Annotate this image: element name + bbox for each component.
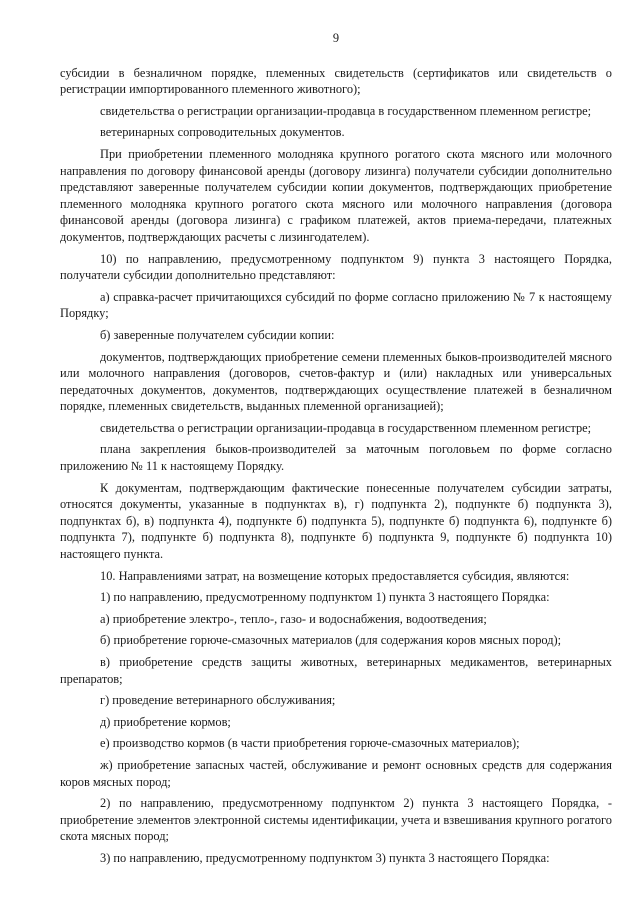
paragraph: 10) по направлению, предусмотренному подпунктом 9) пункта 3 настоящего Порядка, получатели субсидии дополнительно представляют:: [60, 251, 612, 283]
paragraph: в) приобретение средств защиты животных, ветеринарных медикаментов, ветеринарных препаратов;: [60, 655, 612, 686]
paragraph: ветеринарных сопроводительных документов.: [100, 125, 345, 140]
paragraph: д) приобретение кормов;: [100, 714, 231, 729]
paragraph: 2) по направлению, предусмотренному подпунктом 2) пункта 3 настоящего Порядка, - приобретение элементов электронной системы идентификации, учета и взвешивания крупного рогатого скота мясных пород;: [60, 796, 612, 844]
paragraph: 1) по направлению, предусмотренному подпунктом 1) пункта 3 настоящего Порядка:: [100, 590, 550, 605]
paragraph: 10. Направлениями затрат, на возмещение которых предоставляется субсидия, являются:: [100, 568, 570, 583]
document-body: [60, 65, 612, 867]
paragraph: а) справка-расчет причитающихся субсидий по форме согласно приложению № 7 к настоящему Порядку;: [60, 289, 612, 321]
paragraph: При приобретении племенного молодняка крупного рогатого скота мясного или молочного направления по договору финансовой аренды (договору лизинга) получатели субсидии дополнительно представляют заверенные получателем субсидии копии документов, подтверждающих приобретение племенного молодняка крупного рогатого скота мясного или молочного направления (договора финансовой аренды (договора лизинга) с графиком платежей, актов приема-передачи, платежных документов, подтверждающих расчеты с лизингодателем).: [60, 146, 612, 244]
paragraph: б) заверенные получателем субсидии копии:: [100, 327, 335, 342]
paragraph: ж) приобретение запасных частей, обслуживание и ремонт основных средств для содержания коров мясных пород;: [60, 757, 612, 789]
paragraph: свидетельства о регистрации организации-продавца в государственном племенном регистре;: [100, 103, 592, 118]
paragraph: субсидии в безналичном порядке, племенных свидетельств (сертификатов или свидетельств о регистрации импортированного племенного животного);: [60, 65, 612, 97]
paragraph: К документам, подтверждающим фактические понесенные получателем субсидии затраты, относятся документы, указанные в подпунктах в), г) подпункта 2), подпункте б) подпункта 3), подпунктах б), в) подпункта 4), подпункте б) подпункта 5), подпункте б) подпункта 6), подпункте б) подпункта 7), подпункте б) подпункта 8), подпункте б) подпункта 9, подпункте б) подпункта 10) настоящего пункта.: [60, 480, 612, 562]
paragraph: документов, подтверждающих приобретение семени племенных быков-производителей мясного или молочного направления (договоров, счетов-фактур и (или) накладных или универсальных передаточных документов, документов, подтверждающих осуществление платежей в безналичном порядке, племенных свидетельств, выданных племенной организацией);: [60, 349, 612, 414]
paragraph: г) проведение ветеринарного обслуживания;: [100, 693, 336, 708]
paragraph: б) приобретение горюче-смазочных материалов (для содержания коров мясных пород);: [100, 633, 562, 648]
paragraph: 3) по направлению, предусмотренному подпунктом 3) пункта 3 настоящего Порядка:: [100, 850, 550, 865]
paragraph: свидетельства о регистрации организации-продавца в государственном племенном регистре;: [100, 420, 592, 435]
paragraph: е) производство кормов (в части приобретения горюче-смазочных материалов);: [100, 736, 520, 751]
paragraph: плана закрепления быков-производителей за маточным поголовьем по форме согласно приложению № 11 к настоящему Порядку.: [60, 442, 612, 474]
paragraph: а) приобретение электро-, тепло-, газо- и водоснабжения, водоотведения;: [100, 611, 487, 626]
page-number: 9: [332, 31, 340, 45]
